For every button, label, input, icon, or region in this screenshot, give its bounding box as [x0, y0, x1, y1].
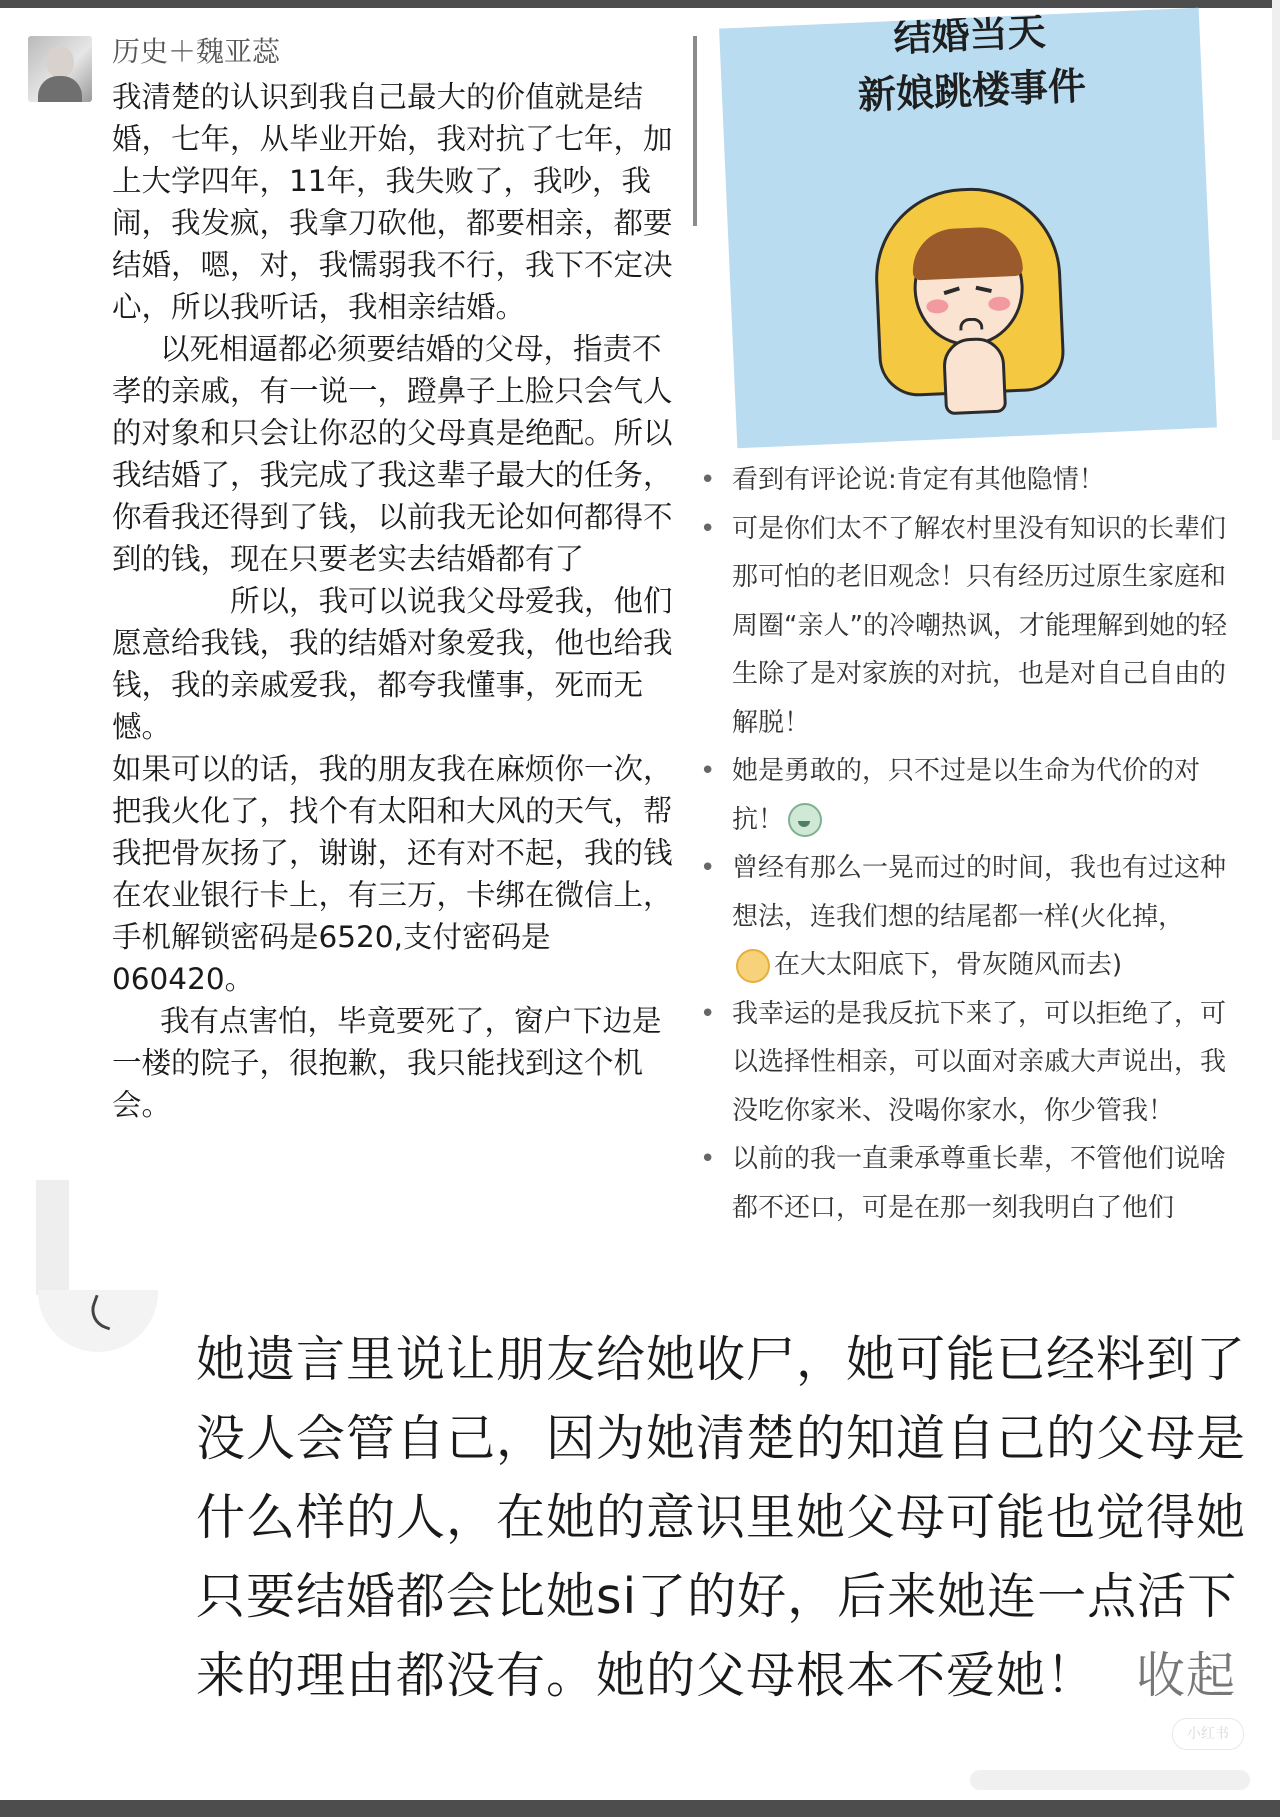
comment-text: 在大太阳底下，骨灰随风而去)	[774, 950, 1123, 980]
comment-text: 以前的我一直秉承尊重长辈，不管他们说啥都不还口，可是在那一刻我明白了他们	[732, 1144, 1227, 1223]
avatar-body	[38, 76, 82, 102]
letter-paragraph-2b: 所以，我可以说我父母爱我，他们愿意给我钱，我的结婚对象爱我，他也给我钱，我的亲戚爱我，都夸我懂事，死而无憾。	[112, 584, 673, 744]
right-edge	[1272, 0, 1280, 440]
reply-comment-text: 她遗言里说让朋友给她收尸，她可能已经料到了没人会管自己，因为她清楚的知道自己的父母是什么样的人，在她的意识里她父母可能也觉得她只要结婚都会比她si了的好，后来她连一点活下来的理由都没有。她的父母根本不爱她！	[196, 1331, 1247, 1704]
cover-title-line-2: 新娘跳楼事件	[857, 63, 1087, 118]
crying-face-icon	[788, 803, 822, 837]
comment-text: 她是勇敢的，只不过是以生命为代价的对抗！	[732, 756, 1201, 835]
cover-title-line-1: 结婚当天	[892, 9, 1047, 61]
reply-avatar[interactable]	[38, 1290, 158, 1352]
comment-item	[700, 456, 1248, 505]
letter-paragraph-3: 如果可以的话，我的朋友我在麻烦你一次，把我火化了，找个有太阳和大风的天气，帮我把骨灰扬了，谢谢，还有对不起，我的钱在农业银行卡上，有三万，卡绑在微信上，手机解锁密码是6520,支付密码是060420。	[112, 752, 673, 996]
post-username[interactable]: 历史＋魏亚蕊	[112, 35, 281, 68]
blurred-footer-bar	[970, 1770, 1250, 1790]
clasped-hands	[942, 337, 1007, 416]
comment-text: 我幸运的是我反抗下来了，可以拒绝了，可以选择性相亲，可以面对亲戚大声说出，我没吃你家米、没喝你家水，你少管我！	[732, 998, 1227, 1126]
comment-item	[700, 505, 1248, 748]
comment-text: 曾经有那么一晃而过的时间，我也有过这种想法，连我们想的结尾都一样(火化掉，	[732, 853, 1227, 932]
letter-paragraph-2a: 以死相逼都必须要结婚的父母，指责不孝的亲戚，有一说一，蹬鼻子上脸只会气人的对象和只会让你忍的父母真是绝配。所以我结婚了，我完成了我这辈子最大的任务，你看我还得到了钱，以前我无论如何都得不到的钱，现在只要老实去结婚都有了	[112, 332, 673, 576]
comment-item	[700, 844, 1248, 990]
suicide-letter-text	[112, 76, 682, 1126]
sun-face-icon	[736, 949, 770, 983]
watermark-logo: 小红书	[1172, 1718, 1244, 1750]
top-border	[0, 0, 1280, 8]
comment-item	[700, 1135, 1248, 1232]
left-edge-fade	[36, 1180, 69, 1295]
collapse-link[interactable]: 收起	[1136, 1647, 1237, 1704]
frown-mouth	[959, 317, 984, 330]
bottom-border	[0, 1800, 1280, 1817]
cover-image	[719, 8, 1217, 449]
comment-text: 看到有评论说:肯定有其他隐情！	[732, 465, 1105, 495]
letter-paragraph-4	[112, 1000, 682, 1126]
sad-girl-illustration	[871, 184, 1061, 422]
comment-cutoff-fade	[700, 1270, 1248, 1292]
avatar-curl-icon	[86, 1295, 119, 1331]
user-avatar[interactable]	[28, 36, 92, 102]
column-divider	[693, 36, 697, 226]
reply-comment	[196, 1320, 1246, 1715]
letter-paragraph-1: 我清楚的认识到我自己最大的价值就是结婚，七年，从毕业开始，我对抗了七年，加上大学四年，11年，我失败了，我吵，我闹，我发疯，我拿刀砍他，都要相亲，都要结婚，嗯，对，我懦弱我不行，我下不定决心，所以我听话，我相亲结婚。	[112, 80, 673, 324]
comment-item	[700, 990, 1248, 1136]
comment-text: 可是你们太不了解农村里没有知识的长辈们那可怕的老旧观念！只有经历过原生家庭和周圈“亲人”的冷嘲热讽，才能理解到她的轻生除了是对家族的对抗，也是对自己自由的解脱！	[732, 513, 1227, 738]
comment-item	[700, 747, 1248, 844]
avatar-head	[46, 46, 74, 78]
letter-paragraph-4-text: 我有点害怕，毕竟要死了，窗户下边是一楼的院子，很抱歉，我只能找到这个机会。	[112, 1004, 662, 1122]
letter-paragraph-2	[112, 328, 682, 748]
comment-list	[700, 456, 1248, 1232]
